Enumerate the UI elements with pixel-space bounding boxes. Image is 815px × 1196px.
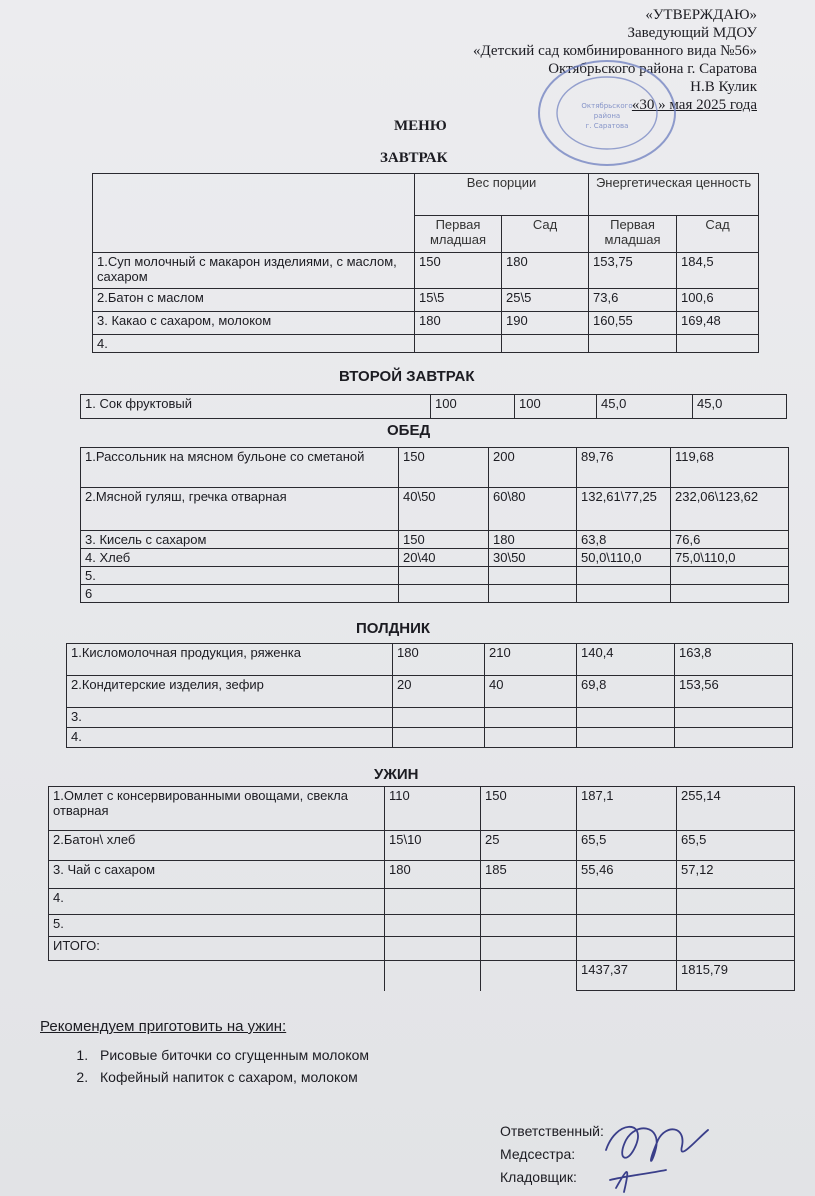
value-cell: [671, 585, 789, 603]
approval-line-4: Октябрьского района г. Саратова: [548, 61, 757, 77]
table-row: [81, 567, 789, 585]
value-cell: [671, 567, 789, 585]
weight-junior-header: Первая младшая: [415, 216, 502, 253]
value-cell: 15\5: [415, 289, 502, 312]
table-row: [93, 289, 759, 312]
value-cell: 132,61\77,25: [577, 488, 671, 531]
approval-line-5: Н.В Кулик: [690, 79, 757, 95]
value-cell: 73,6: [589, 289, 677, 312]
lunch-title: ОБЕД: [387, 422, 431, 439]
value-cell: 210: [485, 644, 577, 676]
value-cell: 76,6: [671, 531, 789, 549]
table-row: [49, 831, 795, 861]
value-cell: 153,75: [589, 253, 677, 289]
value-cell: 150: [399, 448, 489, 488]
second-breakfast-title: ВТОРОЙ ЗАВТРАК: [339, 368, 475, 385]
official-stamp: [536, 58, 678, 168]
value-cell: [502, 335, 589, 353]
value-cell: [577, 585, 671, 603]
snack-table: [66, 643, 793, 748]
value-cell: 163,8: [675, 644, 793, 676]
dish-name-cell: 1.Омлет с консервированными овощами, свекла отварная: [49, 787, 385, 831]
value-cell: [485, 728, 577, 748]
table-row: [49, 787, 795, 831]
value-cell: 75,0\110,0: [671, 549, 789, 567]
value-cell: 15\10: [385, 831, 481, 861]
breakfast-title: ЗАВТРАК: [380, 150, 448, 166]
value-cell: 184,5: [677, 253, 759, 289]
value-cell: [393, 708, 485, 728]
approval-line-2: Заведующий МДОУ: [627, 25, 757, 41]
dish-name-cell: 3.: [67, 708, 393, 728]
handwritten-signature: [586, 1110, 726, 1196]
value-cell: 180: [489, 531, 577, 549]
value-cell: [393, 728, 485, 748]
table-row: [49, 915, 795, 937]
value-cell: [677, 335, 759, 353]
svg-text:района: района: [593, 112, 621, 120]
value-cell: 57,12: [677, 861, 795, 889]
value-cell: 20: [393, 676, 485, 708]
value-cell: [577, 728, 675, 748]
second-breakfast-table: [80, 394, 787, 419]
table-row: [93, 253, 759, 289]
list-item: 1. Рисовые биточки со сгущенным молоком: [92, 1047, 369, 1063]
value-cell: 65,5: [577, 831, 677, 861]
value-cell: 60\80: [489, 488, 577, 531]
table-row: [49, 937, 795, 961]
value-cell: [399, 585, 489, 603]
table-row: [81, 448, 789, 488]
list-item: 2. Кофейный напиток с сахаром, молоком: [92, 1069, 369, 1085]
value-cell: 180: [385, 861, 481, 889]
dish-name-cell: 4.: [67, 728, 393, 748]
value-cell: 150: [399, 531, 489, 549]
value-cell: 153,56: [675, 676, 793, 708]
value-cell: [415, 335, 502, 353]
nurse-label: Медсестра:: [500, 1146, 576, 1162]
table-row: [49, 961, 795, 991]
value-cell: [589, 335, 677, 353]
value-cell: 25\5: [502, 289, 589, 312]
weight-garden-header: Сад: [502, 216, 589, 253]
value-cell: 185: [481, 861, 577, 889]
table-row: [67, 728, 793, 748]
weight-header: Вес порции: [415, 174, 589, 216]
table-cell: [385, 937, 481, 961]
value-cell: [677, 889, 795, 915]
dish-name-cell: 5.: [81, 567, 399, 585]
value-cell: [385, 915, 481, 937]
dish-name-cell: 4.: [93, 335, 415, 353]
table-cell: [481, 961, 577, 991]
value-cell: [489, 585, 577, 603]
value-cell: 89,76: [577, 448, 671, 488]
value-cell: 180: [502, 253, 589, 289]
table-row: [81, 488, 789, 531]
table-row: [67, 644, 793, 676]
dish-name-cell: 2.Батон\ хлеб: [49, 831, 385, 861]
value-cell: 110: [385, 787, 481, 831]
value-cell: 20\40: [399, 549, 489, 567]
value-cell: 50,0\110,0: [577, 549, 671, 567]
table-row: [49, 861, 795, 889]
value-cell: 40: [485, 676, 577, 708]
table-row: [67, 708, 793, 728]
dish-name-cell: 4. Хлеб: [81, 549, 399, 567]
value-cell: 180: [393, 644, 485, 676]
value-cell: [577, 889, 677, 915]
recommendations-list: [40, 1047, 369, 1085]
value-cell: 25: [481, 831, 577, 861]
value-cell: 100,6: [677, 289, 759, 312]
dish-name-cell: 1.Суп молочный с макарон изделиями, с маслом, сахаром: [93, 253, 415, 289]
value-cell: 190: [502, 312, 589, 335]
value-cell: 63,8: [577, 531, 671, 549]
table-row: [81, 549, 789, 567]
value-cell: 232,06\123,62: [671, 488, 789, 531]
snack-title: ПОЛДНИК: [356, 620, 431, 637]
value-cell: 150: [415, 253, 502, 289]
value-cell: [489, 567, 577, 585]
lunch-table: [80, 447, 789, 603]
table-row: [93, 335, 759, 353]
dinner-title: УЖИН: [374, 766, 419, 783]
empty-header-cell: [93, 174, 415, 253]
menu-title: МЕНЮ: [394, 118, 447, 134]
responsible-label: Ответственный:: [500, 1123, 604, 1139]
storekeeper-label: Кладовщик:: [500, 1169, 577, 1185]
total-label: ИТОГО:: [49, 937, 385, 961]
dish-name-cell: 5.: [49, 915, 385, 937]
value-cell: 45,0: [693, 395, 787, 419]
value-cell: [677, 915, 795, 937]
value-cell: [577, 708, 675, 728]
dish-name-cell: 1.Рассольник на мясном бульоне со сметаной: [81, 448, 399, 488]
value-cell: 55,46: [577, 861, 677, 889]
approval-line-3: «Детский сад комбинированного вида №56»: [473, 43, 757, 59]
value-cell: 65,5: [677, 831, 795, 861]
table-cell: [677, 937, 795, 961]
value-cell: 119,68: [671, 448, 789, 488]
value-cell: [485, 708, 577, 728]
value-cell: 45,0: [597, 395, 693, 419]
value-cell: [675, 728, 793, 748]
dish-name-cell: 2.Кондитерские изделия, зефир: [67, 676, 393, 708]
energy-junior-header: Первая младшая: [589, 216, 677, 253]
approval-line-1: «УТВЕРЖДАЮ»: [645, 7, 757, 23]
value-cell: [385, 889, 481, 915]
dish-name-cell: 3. Чай с сахаром: [49, 861, 385, 889]
svg-text:Октябрьского: Октябрьского: [581, 102, 633, 110]
recommendations: [40, 1018, 369, 1091]
total-garden: 1815,79: [677, 961, 795, 991]
table-cell: [385, 961, 481, 991]
breakfast-table: [92, 173, 759, 353]
table-row: [81, 531, 789, 549]
value-cell: 169,48: [677, 312, 759, 335]
dinner-table: [48, 786, 795, 991]
value-cell: 150: [481, 787, 577, 831]
value-cell: 69,8: [577, 676, 675, 708]
dish-name-cell: 2.Батон с маслом: [93, 289, 415, 312]
table-row: [81, 395, 787, 419]
value-cell: 180: [415, 312, 502, 335]
dish-name-cell: 3. Кисель с сахаром: [81, 531, 399, 549]
table-row: [67, 676, 793, 708]
svg-text:г. Саратова: г. Саратова: [585, 122, 629, 130]
dish-name-cell: 3. Какао с сахаром, молоком: [93, 312, 415, 335]
value-cell: [481, 889, 577, 915]
dish-name-cell: 1. Сок фруктовый: [81, 395, 431, 419]
table-cell: [49, 961, 385, 991]
value-cell: 100: [431, 395, 515, 419]
value-cell: 140,4: [577, 644, 675, 676]
value-cell: 40\50: [399, 488, 489, 531]
dish-name-cell: 2.Мясной гуляш, гречка отварная: [81, 488, 399, 531]
value-cell: [675, 708, 793, 728]
value-cell: [577, 915, 677, 937]
value-cell: 160,55: [589, 312, 677, 335]
value-cell: 200: [489, 448, 577, 488]
table-cell: [577, 937, 677, 961]
table-cell: [481, 937, 577, 961]
value-cell: [481, 915, 577, 937]
value-cell: [399, 567, 489, 585]
value-cell: 100: [515, 395, 597, 419]
table-row: [49, 889, 795, 915]
dish-name-cell: 4.: [49, 889, 385, 915]
energy-garden-header: Сад: [677, 216, 759, 253]
value-cell: 255,14: [677, 787, 795, 831]
total-junior: 1437,37: [577, 961, 677, 991]
dish-name-cell: 1.Кисломолочная продукция, ряженка: [67, 644, 393, 676]
dish-name-cell: 6: [81, 585, 399, 603]
value-cell: 30\50: [489, 549, 577, 567]
approval-date: «30 » мая 2025 года: [631, 97, 757, 113]
energy-header: Энергетическая ценность: [589, 174, 759, 216]
value-cell: 187,1: [577, 787, 677, 831]
value-cell: [577, 567, 671, 585]
table-row: [81, 585, 789, 603]
table-row: [93, 312, 759, 335]
recommendations-title: Рекомендуем приготовить на ужин:: [40, 1018, 287, 1035]
